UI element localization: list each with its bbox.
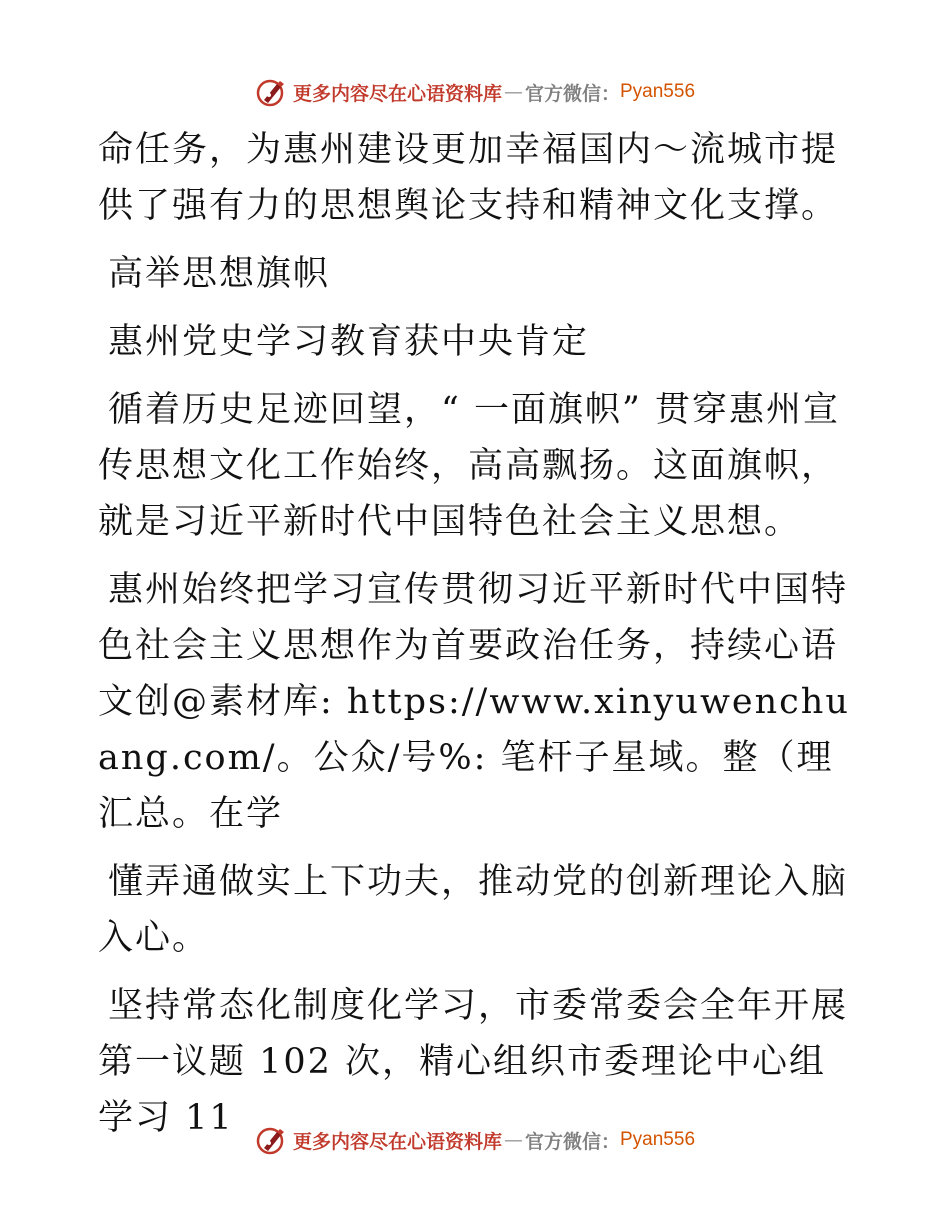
- banner-slogan: 更多内容尽在心语资料库: [292, 1130, 502, 1153]
- banner-dash: —: [503, 1129, 523, 1151]
- footer-banner: [0, 1120, 950, 1160]
- banner-wechat-label: 官方微信：: [524, 1130, 620, 1153]
- banner-wechat-id: Pyan556: [620, 1129, 696, 1150]
- paragraph: 坚持常态化制度化学习，市委常委会全年开展第一议题 102 次，精心组织市委理论中心组学习 11: [98, 986, 849, 1138]
- header-banner: [0, 72, 950, 112]
- banner-slogan: 更多内容尽在心语资料库: [292, 82, 502, 105]
- banner-wechat-id: Pyan556: [620, 81, 696, 102]
- banner-wechat-label: 官方微信：: [524, 82, 620, 105]
- section-heading: 高举思想旗帜: [108, 254, 331, 294]
- paragraph: 循着历史足迹回望，“ 一面旗帜” 贯穿惠州宣传思想文化工作始终，高高飘扬。这面旗帜，就是习近平新时代中国特色社会主义思想。: [98, 390, 841, 542]
- paragraph: 命任务，为惠州建设更加幸福国内～流城市提供了强有力的思想舆论支持和精神文化支撑。: [98, 130, 839, 226]
- paragraph: 惠州始终把学习宣传贯彻习近平新时代中国特色社会主义思想作为首要政治任务，持续心语文创@素材库: https://www.xinyuwenchuang.com/。公众/号%: 笔杆子星域。整（理汇总。在学: [98, 570, 850, 834]
- pen-nib-logo-icon: [255, 1124, 287, 1156]
- pen-nib-logo-icon: [255, 76, 287, 108]
- paragraph: 懂弄通做实上下功夫，推动党的创新理论入脑入心。: [98, 862, 849, 958]
- subheading: 惠州党史学习教育获中央肯定: [108, 322, 590, 362]
- document-body: [98, 122, 858, 1158]
- banner-dash: —: [503, 81, 523, 103]
